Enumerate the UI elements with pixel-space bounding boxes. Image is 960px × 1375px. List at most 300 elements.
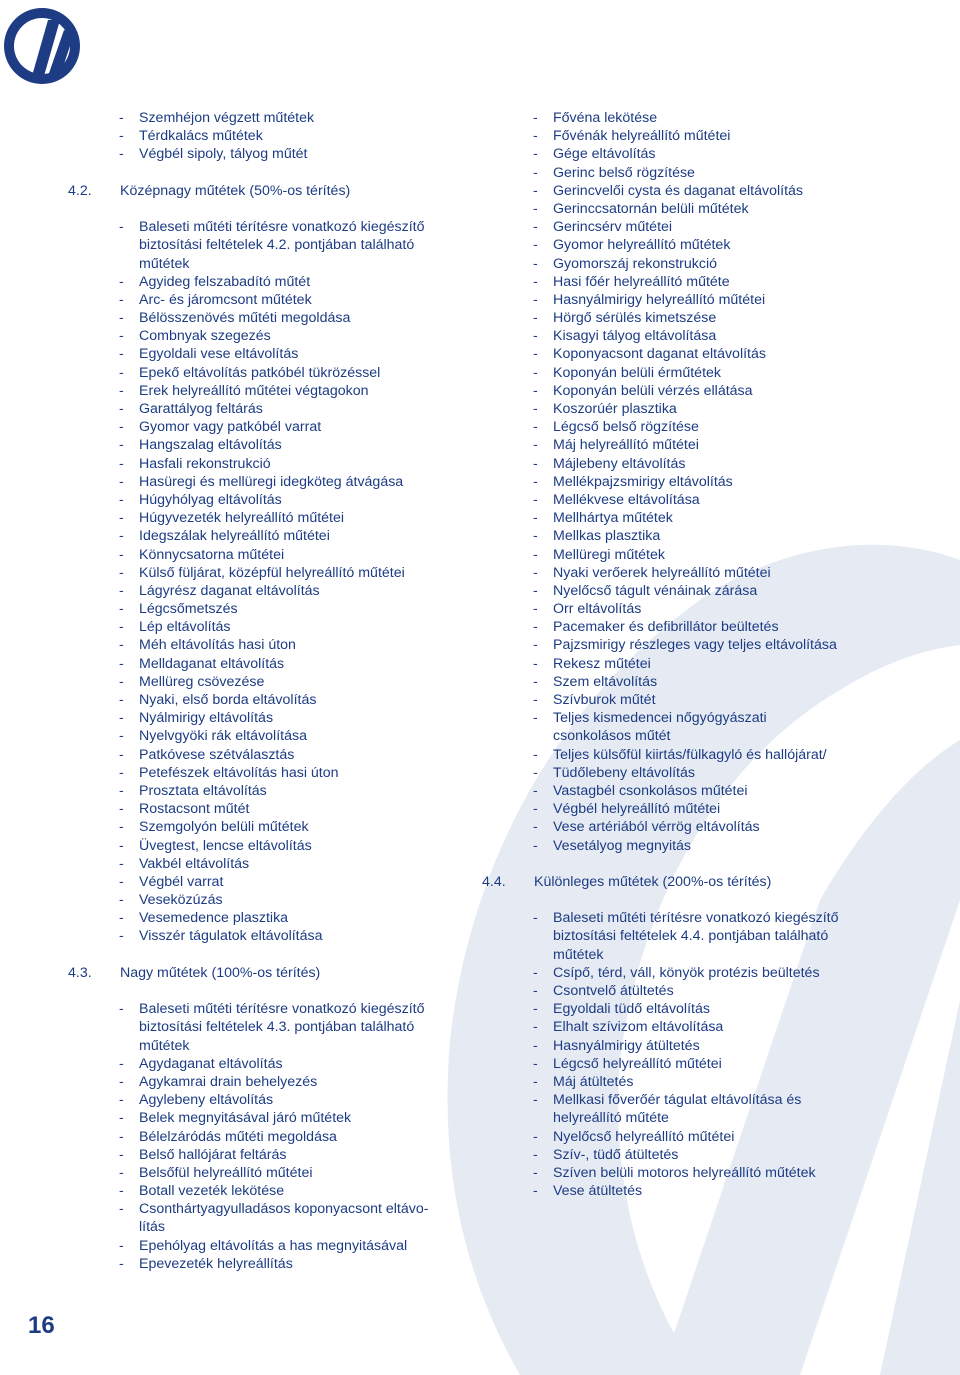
list-item	[68, 291, 468, 309]
list-item	[68, 364, 468, 382]
list-item	[68, 727, 468, 745]
list-item-text: Térdkalács műtétek	[139, 128, 263, 145]
list-item	[68, 1055, 468, 1073]
list-item-text: Csípő, térd, váll, könyök protézis beültetés	[553, 964, 820, 981]
list-item	[482, 109, 882, 127]
list-item-text: Hasfali rekonstrukció	[139, 455, 271, 472]
list-item-dash: -	[119, 473, 124, 490]
list-item	[482, 400, 882, 418]
list-item-dash: -	[119, 764, 124, 781]
list-item-dash: -	[119, 273, 124, 290]
list-item	[482, 927, 882, 945]
list-item-dash: -	[119, 710, 124, 727]
list-item	[68, 600, 468, 618]
list-item	[482, 200, 882, 218]
list-item-dash: -	[119, 419, 124, 436]
list-item-text: Csontvelő átültetés	[553, 983, 674, 999]
list-item	[482, 418, 882, 436]
list-item-text: Vese artériából vérrög eltávolítás	[553, 819, 760, 836]
list-item	[68, 673, 468, 691]
list-item-text: Húgyhólyag eltávolítás	[139, 491, 282, 508]
list-item-dash: -	[119, 692, 124, 708]
list-item-dash: -	[119, 728, 124, 745]
list-item	[482, 800, 882, 818]
list-item-dash: -	[119, 291, 124, 308]
list-item	[68, 436, 468, 454]
list-item-dash: -	[119, 1055, 124, 1072]
section-title: Különleges műtétek (200%-os térítés)	[534, 873, 772, 890]
list-item-dash: -	[119, 346, 124, 363]
list-item-text: biztosítási feltételek 4.4. pontjában található	[553, 928, 829, 945]
list-item-text: Csonthártyagyulladásos koponyacsont eltávo-	[139, 1201, 429, 1218]
list-item-dash: -	[119, 510, 124, 527]
list-item-text: Orr eltávolítás	[553, 601, 642, 618]
list-item-dash: -	[533, 1055, 538, 1072]
list-item-text: Baleseti műtéti térítésre vonatkozó kiegészítő	[139, 1001, 425, 1018]
list-item	[482, 1182, 882, 1200]
list-item-text: Epekő eltávolítás patkóbél tükrözéssel	[139, 364, 381, 381]
list-item-text: Egyoldali tüdő eltávolítás	[553, 1001, 710, 1018]
list-item-dash: -	[119, 310, 124, 327]
list-item-text: Végbél helyreállító műtétei	[553, 801, 721, 818]
list-item	[482, 182, 882, 200]
list-item	[482, 473, 882, 491]
list-item-text: Belek megnyitásával járó műtétek	[139, 1110, 352, 1127]
list-item-dash: -	[533, 182, 538, 199]
list-item-text: Hasnyálmirigy helyreállító műtétei	[553, 291, 766, 308]
list-item	[482, 982, 882, 1000]
list-item-text: Külső füljárat, középfül helyreállító műtétei	[139, 564, 405, 581]
list-item-text: Hangszalag eltávolítás	[139, 437, 282, 454]
list-item-dash: -	[119, 910, 124, 927]
spacer	[68, 982, 468, 1000]
list-item	[68, 218, 468, 236]
list-item-text: Agyideg felszabadító műtét	[139, 273, 311, 290]
list-item	[482, 273, 882, 291]
list-item	[482, 618, 882, 636]
list-item-text: Fővéna lekötése	[553, 110, 658, 126]
list-item	[482, 1109, 882, 1127]
list-item-dash: -	[533, 673, 538, 690]
list-item-text: Arc- és járomcsont műtétek	[139, 291, 312, 308]
section-heading	[68, 182, 468, 200]
list-item-dash: -	[533, 983, 538, 999]
list-item	[68, 909, 468, 927]
list-item	[482, 727, 882, 745]
list-item-dash: -	[119, 401, 124, 417]
list-item	[482, 164, 882, 182]
list-item-text: lítás	[139, 1219, 166, 1236]
list-item-dash: -	[533, 255, 538, 272]
list-item	[68, 818, 468, 836]
list-item	[482, 382, 882, 400]
list-item-text: Epehólyag eltávolítás a has megnyitásával	[139, 1237, 408, 1254]
list-item-dash: -	[533, 128, 538, 145]
list-item-dash: -	[533, 1037, 538, 1054]
list-item	[68, 582, 468, 600]
list-item-text: Rostacsont műtét	[139, 801, 250, 818]
list-item-text: Könnycsatorna műtétei	[139, 546, 285, 563]
list-item-text: biztosítási feltételek 4.3. pontjában található	[139, 1019, 415, 1036]
list-item	[482, 127, 882, 145]
list-item	[482, 527, 882, 545]
list-item-dash: -	[119, 146, 124, 163]
list-item	[68, 1164, 468, 1182]
list-item	[68, 1073, 468, 1091]
list-item-text: Szíven belüli motoros helyreállító műtétek	[553, 1164, 816, 1181]
list-item-text: Garattályog feltárás	[139, 401, 263, 417]
list-item-text: Pajzsmirigy részleges vagy teljes eltávolítása	[553, 637, 837, 654]
list-item-text: Szem eltávolítás	[553, 673, 658, 690]
spacer	[482, 855, 882, 873]
list-item	[482, 436, 882, 454]
list-item	[68, 236, 468, 254]
list-item-dash: -	[533, 200, 538, 217]
list-item	[482, 837, 882, 855]
list-item	[68, 709, 468, 727]
list-item-dash: -	[119, 1201, 124, 1218]
list-item-dash: -	[119, 1183, 124, 1200]
section-number: 4.2.	[68, 182, 92, 199]
list-item	[68, 400, 468, 418]
list-item-text: Méh eltávolítás hasi úton	[139, 637, 296, 654]
list-item-text: Petefészek eltávolítás hasi úton	[139, 764, 339, 781]
section-number: 4.3.	[68, 964, 92, 981]
list-item	[68, 764, 468, 782]
list-item	[68, 1000, 468, 1018]
list-item	[68, 273, 468, 291]
list-item-dash: -	[533, 491, 538, 508]
list-item-dash: -	[119, 1164, 124, 1181]
list-item-dash: -	[119, 491, 124, 508]
list-item	[68, 564, 468, 582]
list-item-dash: -	[119, 1073, 124, 1090]
list-item-text: Lép eltávolítás	[139, 619, 231, 636]
list-item-text: Gyomor vagy patkóbél varrat	[139, 419, 322, 436]
list-item-text: Agykamrai drain behelyezés	[139, 1073, 318, 1090]
list-item-dash: -	[533, 346, 538, 363]
list-item	[482, 327, 882, 345]
list-item	[482, 782, 882, 800]
list-item	[68, 1128, 468, 1146]
list-item-dash: -	[119, 1110, 124, 1127]
list-item	[482, 255, 882, 273]
list-item-dash: -	[533, 819, 538, 836]
list-item-dash: -	[119, 819, 124, 836]
list-item-text: Szív-, tüdő átültetés	[553, 1146, 679, 1163]
list-item	[68, 782, 468, 800]
list-item-text: Vesemedence plasztika	[139, 910, 289, 927]
list-item-dash: -	[533, 291, 538, 308]
list-item-text: Idegszálak helyreállító műtétei	[139, 528, 330, 545]
section-heading	[482, 873, 882, 891]
list-item-text: Teljes külsőfül kiirtás/fülkagyló és hallójárat/	[553, 746, 827, 763]
list-item	[68, 473, 468, 491]
list-item	[68, 1146, 468, 1164]
list-item	[482, 1037, 882, 1055]
list-item-dash: -	[119, 782, 124, 799]
list-item-dash: -	[119, 219, 124, 236]
list-item-text: Nyaki verőerek helyreállító műtétei	[553, 564, 771, 581]
list-item	[68, 1018, 468, 1036]
list-item-text: műtétek	[139, 1037, 190, 1054]
list-item-dash: -	[533, 1164, 538, 1181]
list-item-text: helyreállító műtéte	[553, 1110, 669, 1127]
list-item	[482, 564, 882, 582]
list-item	[482, 673, 882, 691]
list-item-dash: -	[119, 655, 124, 672]
list-item	[482, 764, 882, 782]
list-item-text: Kisagyi tályog eltávolítása	[553, 328, 717, 345]
list-item-dash: -	[119, 1237, 124, 1254]
list-item-text: biztosítási feltételek 4.2. pontjában található	[139, 237, 415, 254]
list-item-dash: -	[533, 601, 538, 618]
list-item	[482, 291, 882, 309]
list-item-dash: -	[533, 910, 538, 927]
list-item-dash: -	[119, 601, 124, 618]
list-item-dash: -	[119, 582, 124, 599]
list-item	[68, 1218, 468, 1236]
list-item-dash: -	[119, 801, 124, 818]
list-item-dash: -	[533, 964, 538, 981]
list-item-text: Mellkasi főverőér tágulat eltávolítása és	[553, 1092, 802, 1109]
list-item-text: Mellkas plasztika	[553, 528, 661, 545]
list-item	[482, 546, 882, 564]
list-item-dash: -	[533, 637, 538, 654]
list-item	[482, 1164, 882, 1182]
list-item-dash: -	[119, 128, 124, 145]
list-item	[68, 546, 468, 564]
list-item	[482, 218, 882, 236]
list-item-text: Bélelzáródás műtéti megoldása	[139, 1128, 337, 1145]
list-item-text: Hasüregi és mellüregi idegköteg átvágása	[139, 473, 404, 490]
list-item	[68, 746, 468, 764]
list-item-text: Patkóvese szétválasztás	[139, 746, 295, 763]
left-column	[68, 109, 468, 1273]
list-item-text: Veseközúzás	[139, 892, 223, 909]
list-item	[482, 636, 882, 654]
list-item-dash: -	[533, 528, 538, 545]
spacer	[68, 946, 468, 964]
list-item	[482, 1000, 882, 1018]
list-item-text: Agylebeny eltávolítás	[139, 1092, 274, 1109]
list-item-dash: -	[533, 273, 538, 290]
list-item	[482, 600, 882, 618]
list-item-text: Mellüregi műtétek	[553, 546, 665, 563]
list-item	[68, 1037, 468, 1055]
list-item-dash: -	[533, 801, 538, 818]
list-item	[68, 1182, 468, 1200]
list-item	[482, 1055, 882, 1073]
list-item-dash: -	[533, 546, 538, 563]
list-item-text: Légcsőmetszés	[139, 601, 238, 618]
list-item-dash: -	[533, 1128, 538, 1145]
list-item	[68, 1237, 468, 1255]
list-item-dash: -	[119, 855, 124, 872]
list-item-text: Vakbél eltávolítás	[139, 855, 250, 872]
list-item-dash: -	[533, 564, 538, 581]
spacer	[482, 891, 882, 909]
list-item-text: Hörgő sérülés kimetszése	[553, 310, 717, 327]
list-item-text: Végbél sipoly, tályog műtét	[139, 146, 308, 163]
list-item-dash: -	[533, 419, 538, 436]
list-item-text: Visszér tágulatok eltávolítása	[139, 928, 323, 945]
list-item	[68, 691, 468, 709]
list-item-dash: -	[533, 619, 538, 636]
list-item-dash: -	[533, 146, 538, 163]
list-item	[482, 655, 882, 673]
list-item-dash: -	[119, 1092, 124, 1109]
list-item	[68, 418, 468, 436]
list-item-dash: -	[533, 764, 538, 781]
list-item-dash: -	[533, 237, 538, 254]
list-item-dash: -	[119, 110, 124, 126]
list-item-text: Botall vezeték lekötése	[139, 1183, 285, 1200]
list-item-dash: -	[119, 873, 124, 890]
list-item-text: Belső hallójárat feltárás	[139, 1146, 287, 1163]
spacer	[68, 164, 468, 182]
list-item-dash: -	[533, 455, 538, 472]
list-item-text: Mellhártya műtétek	[553, 510, 673, 527]
section-title: Középnagy műtétek (50%-os térítés)	[120, 182, 351, 199]
list-item	[68, 455, 468, 473]
list-item	[482, 1128, 882, 1146]
list-item	[68, 800, 468, 818]
list-item-text: Hasnyálmirigy átültetés	[553, 1037, 700, 1054]
list-item	[68, 655, 468, 673]
list-item-dash: -	[119, 1146, 124, 1163]
list-item-text: Húgyvezeték helyreállító műtétei	[139, 510, 345, 527]
list-item	[68, 1200, 468, 1218]
list-item	[482, 946, 882, 964]
list-item	[482, 691, 882, 709]
list-item	[68, 837, 468, 855]
list-item-dash: -	[533, 1183, 538, 1200]
list-item-dash: -	[533, 437, 538, 454]
list-item-dash: -	[533, 310, 538, 327]
list-item-text: műtétek	[139, 255, 190, 272]
spacer	[68, 200, 468, 218]
list-item-text: Nyelvgyöki rák eltávolítása	[139, 728, 307, 745]
list-item	[482, 455, 882, 473]
list-item-text: Prosztata eltávolítás	[139, 782, 267, 799]
list-item-text: Koponyán belüli vérzés ellátása	[553, 382, 753, 399]
list-item-dash: -	[533, 401, 538, 417]
list-item-text: Koszorúér plasztika	[553, 401, 677, 417]
list-item-text: Máj helyreállító műtétei	[553, 437, 699, 454]
list-item-text: Végbél varrat	[139, 873, 224, 890]
list-item-dash: -	[119, 673, 124, 690]
list-item	[482, 1146, 882, 1164]
list-item	[482, 509, 882, 527]
list-item	[482, 145, 882, 163]
list-item-dash: -	[533, 1073, 538, 1090]
list-item-text: Szemhéjon végzett műtétek	[139, 110, 315, 126]
list-item-dash: -	[119, 837, 124, 854]
list-item-dash: -	[119, 455, 124, 472]
list-item-dash: -	[533, 382, 538, 399]
list-item	[68, 527, 468, 545]
list-item-dash: -	[119, 528, 124, 545]
page-number: 16	[28, 1312, 55, 1339]
list-item	[68, 618, 468, 636]
list-item-dash: -	[533, 582, 538, 599]
list-item	[482, 309, 882, 327]
list-item-dash: -	[119, 928, 124, 945]
list-item-dash: -	[533, 364, 538, 381]
list-item	[482, 491, 882, 509]
list-item-text: Melldaganat eltávolítás	[139, 655, 285, 672]
list-item	[68, 327, 468, 345]
list-item-dash: -	[119, 746, 124, 763]
list-item	[68, 1255, 468, 1273]
right-column	[482, 109, 882, 1200]
list-item-text: Légcső helyreállító műtétei	[553, 1055, 722, 1072]
list-item-text: Szemgolyón belüli műtétek	[139, 819, 309, 836]
list-item-text: Baleseti műtéti térítésre vonatkozó kiegészítő	[553, 910, 839, 927]
list-item-text: Nyelőcső helyreállító műtétei	[553, 1128, 735, 1145]
list-item-dash: -	[533, 782, 538, 799]
list-item-dash: -	[533, 1001, 538, 1018]
list-item-text: Hasi főér helyreállító műtéte	[553, 273, 730, 290]
list-item-dash: -	[533, 510, 538, 527]
list-item-dash: -	[533, 655, 538, 672]
list-item	[482, 818, 882, 836]
list-item-text: Mellékvese eltávolítása	[553, 491, 700, 508]
company-logo-icon	[2, 4, 82, 88]
list-item-text: Rekesz műtétei	[553, 655, 651, 672]
list-item-text: Egyoldali vese eltávolítás	[139, 346, 299, 363]
list-item-text: Pacemaker és defibrillátor beültetés	[553, 619, 779, 636]
list-item	[68, 109, 468, 127]
list-item	[482, 1091, 882, 1109]
list-item	[68, 873, 468, 891]
list-item-dash: -	[533, 110, 538, 126]
list-item-dash: -	[533, 473, 538, 490]
list-item-dash: -	[533, 1092, 538, 1109]
list-item-text: Vese átültetés	[553, 1183, 643, 1200]
list-item-text: Gége eltávolítás	[553, 146, 656, 163]
list-item-text: Nyálmirigy eltávolítás	[139, 710, 274, 727]
list-item-text: Bélösszenövés műtéti megoldása	[139, 310, 351, 327]
list-item-text: Szívburok műtét	[553, 692, 656, 708]
list-item	[68, 255, 468, 273]
list-item-text: Légcső belső rögzítése	[553, 419, 699, 436]
list-item-dash: -	[533, 746, 538, 763]
list-item-text: Epevezeték helyreállítás	[139, 1255, 293, 1272]
list-item-text: Gyomor helyreállító műtétek	[553, 237, 731, 254]
list-item-text: Májlebeny eltávolítás	[553, 455, 686, 472]
list-item	[68, 927, 468, 945]
list-item-text: Combnyak szegezés	[139, 328, 271, 345]
list-item-dash: -	[119, 1128, 124, 1145]
list-item	[482, 345, 882, 363]
list-item-dash: -	[119, 1255, 124, 1272]
list-item	[68, 145, 468, 163]
list-item-text: Agydaganat eltávolítás	[139, 1055, 283, 1072]
list-item	[68, 127, 468, 145]
list-item	[68, 345, 468, 363]
list-item	[482, 1073, 882, 1091]
list-item-dash: -	[119, 619, 124, 636]
list-item	[68, 382, 468, 400]
list-item-text: Tüdőlebeny eltávolítás	[553, 764, 695, 781]
list-item	[482, 236, 882, 254]
section-title: Nagy műtétek (100%-os térítés)	[120, 964, 321, 981]
list-item	[482, 709, 882, 727]
list-item-dash: -	[533, 328, 538, 345]
list-item-text: Nyelőcső tágult vénáinak zárása	[553, 582, 758, 599]
